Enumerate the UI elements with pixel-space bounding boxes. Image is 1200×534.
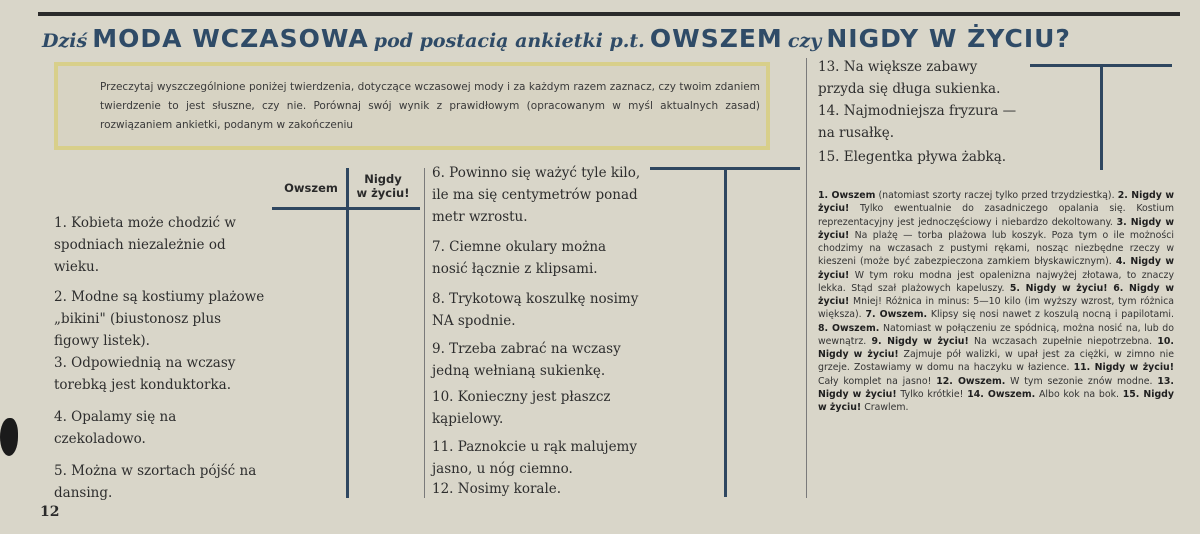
question-13: 13. Na większe zabawy przyda się długa sukienka. <box>818 59 1001 97</box>
answer-text-13: Albo kok na bok. <box>1035 388 1123 400</box>
answer-text-10: Cały komplet na jasno! <box>818 375 937 387</box>
answer-key-13: 14. Owszem. <box>967 388 1036 400</box>
headline-part-4: OWSZEM <box>649 24 783 53</box>
question-1: 1. Kobieta może chodzić w spodniach niezależnie od wieku. <box>54 215 236 275</box>
headline <box>42 18 1182 60</box>
answer-text-9: Zajmuje pół walizki, w upał jest za ciężki, w zimno nie grzeje. Zostawiamy w domu na haczyku w łazience. <box>818 349 1174 374</box>
header-nigdy-line-1: Nigdy <box>364 172 402 186</box>
answer-text-6: Klipsy się nosi nawet z koszulą nocną i papilotami. <box>927 309 1175 321</box>
question-6: 6. Powinno się ważyć tyle kilo, ile ma się centymetrów ponad metr wzrostu. <box>432 165 641 225</box>
answer-key-1: 1. Owszem <box>818 190 876 201</box>
header-nigdy-line-2: w życiu! <box>356 186 410 200</box>
answer-key-6: 7. Owszem. <box>865 309 928 321</box>
answer-text-12: Tylko krótkie! <box>896 388 968 400</box>
answers-block <box>818 189 1174 414</box>
question-9: 9. Trzeba zabrać na wczasy jedną wełnianą sukienkę. <box>432 341 621 379</box>
page-number: 12 <box>40 504 60 520</box>
answer-key-12: 13. Nigdy w życiu! <box>818 375 1174 400</box>
ink-blot <box>0 418 18 456</box>
question-4: 4. Opalamy się na czekoladowo. <box>54 409 177 447</box>
headline-part-6: NIGDY W ŻYCIU? <box>826 24 1071 53</box>
question-5: 5. Można w szortach pójść na dansing. <box>54 463 257 501</box>
question-2: 2. Modne są kostiumy plażowe „bikini" (biustonosz plus figowy listek). <box>54 289 265 349</box>
answer-key-8: 9. Nigdy w życiu! <box>871 335 969 347</box>
column-divider-1 <box>424 168 425 498</box>
answer-key-2: 2. Nigdy w życiu! <box>818 190 1174 215</box>
answer-key-7: 8. Owszem. <box>818 322 880 334</box>
answer-text-7: Natomiast w połączeniu ze spódnicą, można nosić na, lub do wewnątrz. <box>818 322 1174 347</box>
table-1-vline <box>346 168 349 498</box>
answer-key-4: 4. Nigdy w życiu! <box>818 256 1174 281</box>
header-owszem: Owszem <box>284 181 338 195</box>
question-11: 11. Paznokcie u rąk malujemy jasno, u nóg ciemno. <box>432 439 637 477</box>
headline-part-1: Dziś <box>42 30 88 52</box>
question-10: 10. Konieczny jest płaszcz kąpielowy. <box>432 389 611 427</box>
answer-text-5: Mniej! Różnica in minus: 5—10 kilo (im wyższy wzrost, tym różnica większa). <box>818 296 1174 321</box>
answer-text-2: Tylko ewentualnie do zasadniczego opalania się. Kostium reprezentacyjny jest jednoczęściowy i niebardzo dekoltowany. <box>818 203 1174 228</box>
answer-text-3: Na plażę — torba plażowa lub koszyk. Poza tym o ile możności chodzimy na wczasach z pustymi rękami, nosząc niezbędne rzeczy w kieszeni (może być zabezpieczona zamkiem błyskawicznym). <box>818 229 1174 268</box>
question-12: 12. Nosimy korale. <box>432 481 562 497</box>
answer-key-3: 3. Nigdy w życiu! <box>818 216 1174 241</box>
top-rule <box>38 12 1180 16</box>
question-14: 14. Najmodniejsza fryzura — na rusałkę. <box>818 103 1017 141</box>
answer-key-5: 5. Nigdy w życiu! 6. Nigdy w życiu! <box>818 282 1174 307</box>
column-divider-2 <box>806 58 807 498</box>
answer-text-14: Crawlem. <box>861 402 909 413</box>
intro-text: Przeczytaj wyszczególnione poniżej twierdzenia, dotyczące wczasowej mody i za każdym razem zaznacz, czy twoim zdaniem twierdzenie to jest słuszne, czy nie. Porównaj swój wynik z prawidłowym (opracowanym w myśl aktualnych zasad) rozwiązaniem ankietki, podanym w zakończeniu <box>100 81 760 131</box>
table-2-vline <box>724 167 727 497</box>
table-3-vline <box>1100 64 1103 170</box>
headline-part-2: MODA WCZASOWA <box>92 24 369 53</box>
answer-text-4: W tym roku modna jest opalenizna najwyżej złotawa, to znaczy lekka. Stąd szał plażowych kapeluszy. <box>818 269 1174 294</box>
question-3: 3. Odpowiednią na wczasy torebką jest konduktorka. <box>54 355 236 393</box>
headline-part-3: pod postacią ankietki p.t. <box>373 30 645 52</box>
answer-key-14: 15. Nigdy w życiu! <box>818 388 1174 413</box>
header-nigdy <box>349 172 417 200</box>
headline-part-5: czy <box>787 30 822 52</box>
answer-text-8: Na wczasach zupełnie niepotrzebna. <box>968 335 1158 347</box>
answer-key-9: 10. Nigdy w życiu! <box>818 335 1174 360</box>
answer-key-10: 11. Nigdy w życiu! <box>1073 362 1174 374</box>
question-7: 7. Ciemne okulary można nosić łącznie z klipsami. <box>432 239 607 277</box>
answer-text-11: W tym sezonie znów modne. <box>1005 375 1158 387</box>
answer-text-1: (natomiast szorty raczej tylko przed trzydziestką). <box>875 190 1118 201</box>
question-8: 8. Trykotową koszulkę nosimy NA spodnie. <box>432 291 639 329</box>
answer-key-11: 12. Owszem. <box>936 375 1006 387</box>
question-15: 15. Elegentka pływa żabką. <box>818 149 1007 165</box>
